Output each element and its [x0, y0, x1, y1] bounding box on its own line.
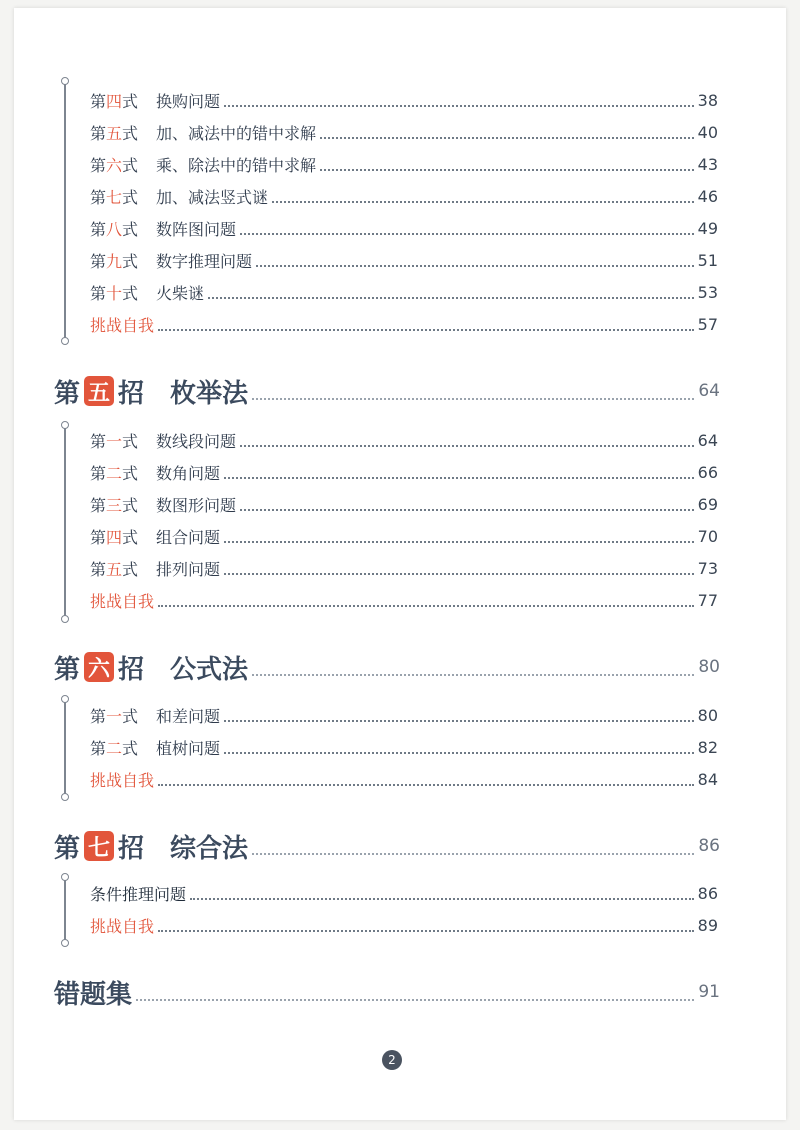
entry-page: 86 — [697, 883, 718, 903]
entry-label: 数阵图问题 — [156, 219, 237, 239]
chapter-number-badge: 七 — [84, 831, 114, 861]
toc-entry[interactable]: 第 七 式 加、减法竖式谜 46 — [90, 186, 718, 207]
entry-number: 四 — [106, 527, 123, 547]
toc-challenge-entry[interactable] — [90, 765, 718, 793]
entry-number: 六 — [106, 155, 123, 175]
entry-page: 80 — [697, 705, 718, 725]
entry-label: 组合问题 — [156, 527, 221, 547]
entry-number: 七 — [106, 187, 123, 207]
dot-leader — [252, 853, 694, 855]
entry-page: 46 — [697, 186, 718, 206]
toc-entry[interactable]: 第 四 式 换购问题 38 — [90, 90, 718, 111]
chapter-page: 80 — [698, 657, 720, 677]
toc-entry[interactable]: 第 一 式 数线段问题 64 — [90, 430, 718, 451]
section-four-bracket — [64, 82, 66, 340]
entry-number: 九 — [106, 251, 123, 271]
entry-label: 换购问题 — [156, 91, 221, 111]
toc-entry[interactable]: 第 九 式 数字推理问题 51 — [90, 250, 718, 271]
entry-label: 数图形问题 — [156, 495, 237, 515]
dot-leader — [158, 930, 694, 932]
entry-label: 排列问题 — [156, 559, 221, 579]
challenge-label: 挑战自我 — [90, 916, 155, 936]
entry-number: 二 — [106, 738, 123, 758]
entry-number: 八 — [106, 219, 123, 239]
dot-leader — [320, 169, 694, 171]
entry-page: 70 — [697, 526, 718, 546]
entry-page: 53 — [697, 282, 718, 302]
entry-label: 数线段问题 — [156, 431, 237, 451]
entry-page: 49 — [697, 218, 718, 238]
dot-leader — [158, 605, 694, 607]
entry-label: 数字推理问题 — [156, 251, 253, 271]
toc-entry[interactable]: 第 二 式 植树问题 82 — [90, 737, 718, 758]
entry-page: 38 — [697, 90, 718, 110]
dot-leader — [256, 265, 694, 267]
dot-leader — [158, 784, 694, 786]
chapter-page: 64 — [698, 381, 720, 401]
toc-challenge-entry[interactable] — [90, 310, 718, 338]
entry-label: 加、减法竖式谜 — [156, 187, 269, 207]
challenge-label: 挑战自我 — [90, 591, 155, 611]
dot-leader — [158, 329, 694, 331]
dot-leader — [208, 297, 694, 299]
entry-label: 火柴谜 — [156, 283, 205, 303]
dot-leader — [252, 398, 694, 400]
toc-entry[interactable]: 第 六 式 乘、除法中的错中求解 43 — [90, 154, 718, 175]
chapter-page: 91 — [698, 982, 720, 1002]
entry-number: 一 — [106, 431, 123, 451]
chapter-number-badge: 六 — [84, 652, 114, 682]
entry-label: 和差问题 — [156, 706, 221, 726]
chapter-seven-heading[interactable]: 第 七 招 综合法 86 — [54, 828, 720, 864]
entry-page: 51 — [697, 250, 718, 270]
toc-entry[interactable]: 第 二 式 数角问题 66 — [90, 462, 718, 483]
entry-number: 一 — [106, 706, 123, 726]
chapter-number-badge: 五 — [84, 376, 114, 406]
dot-leader — [190, 898, 694, 900]
dot-leader — [224, 105, 694, 107]
section-seven-bracket — [64, 878, 66, 942]
entry-page: 43 — [697, 154, 718, 174]
challenge-label: 挑战自我 — [90, 315, 155, 335]
toc-entry[interactable]: 第 五 式 加、减法中的错中求解 40 — [90, 122, 718, 143]
dot-leader — [320, 137, 694, 139]
dot-leader — [272, 201, 694, 203]
toc-entry[interactable] — [90, 879, 718, 907]
toc-entry[interactable]: 第 四 式 组合问题 70 — [90, 526, 718, 547]
entry-page: 84 — [697, 769, 718, 789]
toc-entry[interactable]: 第 十 式 火柴谜 53 — [90, 282, 718, 303]
section-five-bracket — [64, 426, 66, 618]
toc-challenge-entry[interactable] — [90, 586, 718, 614]
toc-entry[interactable]: 第 三 式 数图形问题 69 — [90, 494, 718, 515]
entry-number: 十 — [106, 283, 123, 303]
entry-page: 82 — [697, 737, 718, 757]
entry-page: 89 — [697, 915, 718, 935]
dot-leader — [224, 541, 694, 543]
dot-leader — [252, 674, 694, 676]
chapter-title: 综合法 — [170, 833, 249, 864]
entry-label: 数角问题 — [156, 463, 221, 483]
chapter-title: 枚举法 — [170, 378, 249, 409]
chapter-title: 公式法 — [170, 654, 249, 685]
dot-leader — [224, 477, 694, 479]
dot-leader — [240, 509, 694, 511]
entry-label: 加、减法中的错中求解 — [156, 123, 317, 143]
entry-number: 四 — [106, 91, 123, 111]
index-title: 错题集 — [54, 979, 133, 1010]
entry-label: 条件推理问题 — [90, 884, 187, 904]
dot-leader — [224, 720, 694, 722]
dot-leader — [136, 999, 694, 1001]
challenge-label: 挑战自我 — [90, 770, 155, 790]
entry-label: 乘、除法中的错中求解 — [156, 155, 317, 175]
entry-page: 66 — [697, 462, 718, 482]
toc-entry[interactable]: 第 五 式 排列问题 73 — [90, 558, 718, 579]
toc-entry[interactable]: 第 八 式 数阵图问题 49 — [90, 218, 718, 239]
dot-leader — [224, 573, 694, 575]
entry-page: 40 — [697, 122, 718, 142]
error-collection-heading[interactable] — [54, 974, 720, 1010]
entry-page: 64 — [697, 430, 718, 450]
chapter-page: 86 — [698, 836, 720, 856]
entry-page: 57 — [697, 314, 718, 334]
toc-entry[interactable]: 第 一 式 和差问题 80 — [90, 705, 718, 726]
dot-leader — [224, 752, 694, 754]
dot-leader — [240, 445, 694, 447]
entry-label: 植树问题 — [156, 738, 221, 758]
entry-number: 五 — [106, 559, 123, 579]
toc-challenge-entry[interactable] — [90, 911, 718, 939]
chapter-five-heading[interactable]: 第 五 招 枚举法 64 — [54, 373, 720, 409]
entry-number: 二 — [106, 463, 123, 483]
entry-page: 69 — [697, 494, 718, 514]
page-number-badge: 2 — [382, 1050, 402, 1070]
chapter-six-heading[interactable]: 第 六 招 公式法 80 — [54, 649, 720, 685]
section-six-bracket — [64, 700, 66, 796]
entry-number: 三 — [106, 495, 123, 515]
entry-page: 77 — [697, 590, 718, 610]
entry-page: 73 — [697, 558, 718, 578]
dot-leader — [240, 233, 694, 235]
entry-number: 五 — [106, 123, 123, 143]
